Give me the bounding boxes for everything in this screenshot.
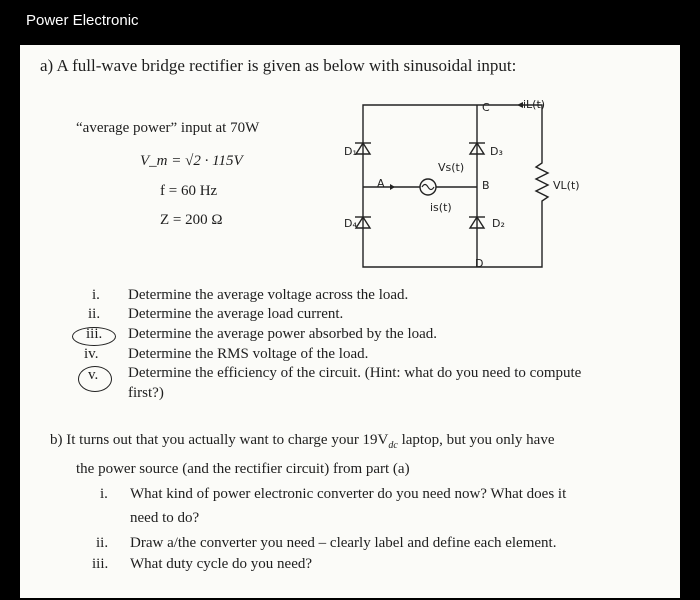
q-a-iv-num: iv. [84, 346, 99, 362]
label-is: is(t) [430, 201, 452, 214]
part-b-line2: the power source (and the rectifier circuit) from part (a) [76, 461, 410, 477]
page-title: Power Electronic [26, 12, 139, 29]
q-b-i-text: What kind of power electronic converter do you need now? What does it [130, 486, 567, 502]
q-b-ii-num: ii. [96, 535, 109, 551]
load-resistor [536, 155, 548, 205]
q-a-i-num: i. [92, 287, 100, 303]
q-b-iii-text: What duty cycle do you need? [130, 556, 313, 572]
q-a-iii-text: Determine the average power absorbed by the load. [128, 326, 438, 342]
bottom-wire [363, 205, 542, 267]
label-d3: D₃ [490, 145, 503, 158]
given-z: Z = 200 Ω [160, 212, 223, 228]
q-b-ii-text: Draw a/the converter you need – clearly label and define each element. [130, 535, 557, 551]
q-a-iii-num: iii. [86, 326, 103, 342]
q-a-ii-text: Determine the average load current. [128, 306, 344, 322]
q-a-i-text: Determine the average voltage across the load. [128, 287, 409, 303]
q-a-v-text: Determine the efficiency of the circuit. (Hint: what do you need to compute [128, 365, 582, 381]
label-d2: D₂ [492, 217, 505, 230]
top-bar [0, 0, 700, 44]
label-node-c: C [482, 101, 490, 114]
part-b-line1: b) It turns out that you actually want to charge your $19V_{dc}$ laptop, but you only have [50, 432, 555, 451]
label-vl: VL(t) [553, 179, 580, 192]
top-wire [363, 105, 542, 155]
q-b-i-cont: need to do? [130, 510, 200, 526]
label-vs: Vs(t) [438, 161, 465, 174]
label-node-a: A [377, 177, 385, 190]
q-a-v-num: v. [88, 367, 99, 383]
q-b-i-num: i. [100, 486, 108, 502]
part-a-heading: a) A full-wave bridge rectifier is given as below with sinusoidal input: [40, 56, 517, 75]
q-a-ii-num: ii. [88, 306, 101, 322]
label-d4: D₄ [344, 217, 357, 230]
q-a-v-cont: first?) [128, 385, 164, 401]
given-f: f = 60 Hz [160, 183, 218, 199]
label-node-b: B [482, 179, 490, 192]
given-power: “average power” input at 70W [76, 120, 260, 136]
document-sheet [20, 45, 680, 598]
q-b-iii-num: iii. [92, 556, 109, 572]
label-node-d: D [475, 257, 484, 270]
label-d1: D₁ [344, 145, 357, 158]
bridge-rectifier-diagram [20, 45, 680, 285]
q-a-iv-text: Determine the RMS voltage of the load. [128, 346, 369, 362]
label-il: iL(t) [523, 98, 546, 111]
given-vm: V_m = √2 · 115V [140, 153, 243, 169]
